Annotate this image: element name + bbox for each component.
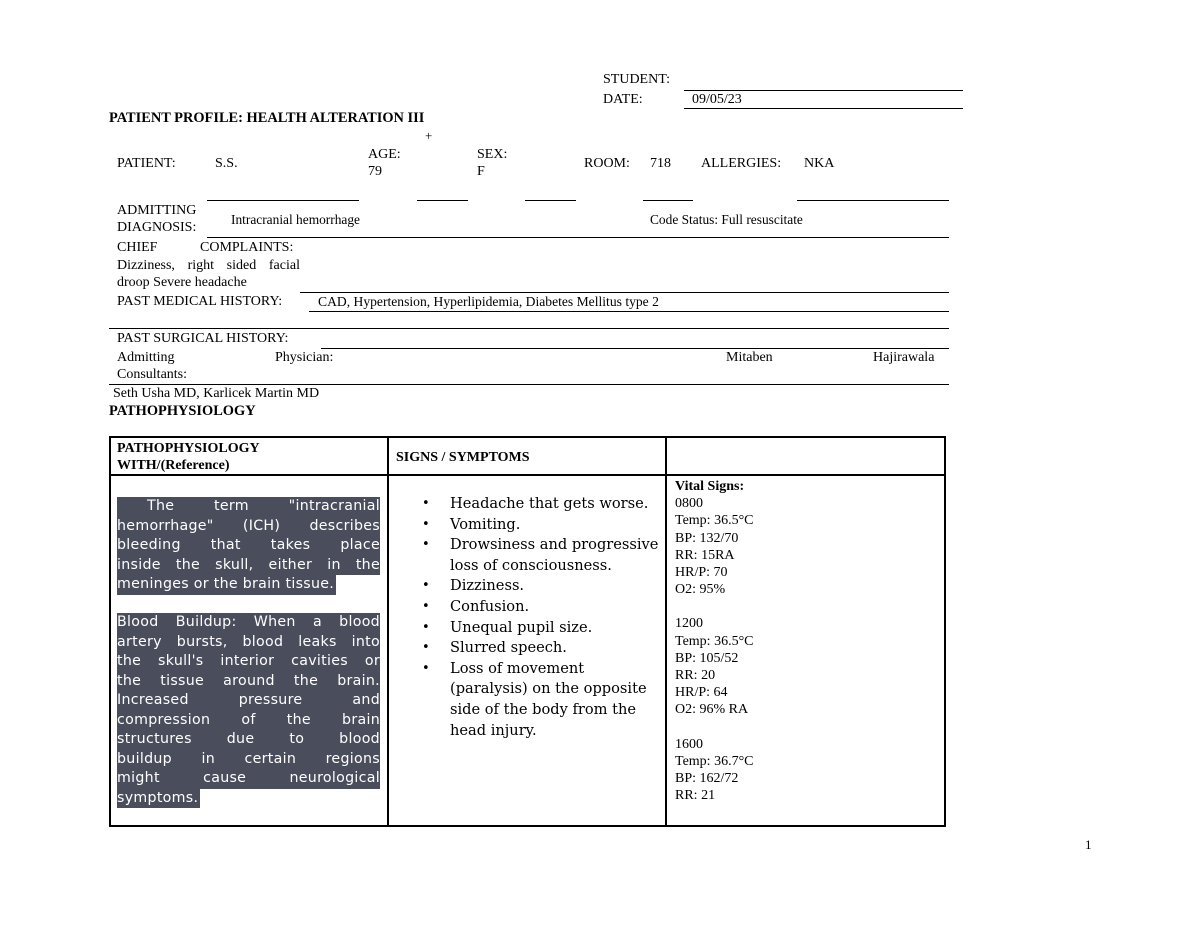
vitals-temp: Temp: 36.5°C (675, 513, 754, 529)
patho-line: meninges or the brain tissue. (117, 575, 336, 595)
vitals-bp: BP: 162/72 (675, 771, 739, 787)
code-status: Code Status: Full resuscitate (650, 212, 803, 227)
patho-line: bleeding that takes place (117, 536, 380, 556)
table-header-divider (109, 474, 946, 476)
vitals-rr: RR: 15RA (675, 547, 735, 563)
date-value: 09/05/23 (692, 92, 742, 107)
sex-value: F (477, 164, 485, 179)
vitals-o2: O2: 96% RA (675, 702, 749, 718)
age-value: 79 (368, 164, 382, 179)
patient-value: S.S. (215, 156, 238, 171)
patho-line: structures due to blood (117, 730, 380, 750)
vitals-hr: HR/P: 64 (675, 685, 728, 701)
patho-line: hemorrhage" (ICH) describes (117, 517, 380, 537)
pmh-underline (309, 311, 949, 312)
age-label: AGE: (368, 147, 401, 162)
date-label: DATE: (603, 92, 643, 107)
pmh-value: CAD, Hypertension, Hyperlipidemia, Diabetes Mellitus type 2 (318, 294, 659, 309)
symptom-item: • Dizziness. (420, 576, 660, 597)
col1-header-2: WITH/(Reference) (117, 458, 230, 473)
vitals-bp: BP: 132/70 (675, 530, 739, 546)
chief-underline (300, 292, 949, 293)
admitting-label-1: ADMITTING (117, 203, 197, 218)
vitals-title: Vital Signs: (675, 479, 745, 494)
psh-label: PAST SURGICAL HISTORY: (117, 331, 289, 346)
table-col-divider-1 (387, 436, 389, 827)
vitals-rr: RR: 20 (675, 668, 716, 684)
patho-line: might cause neurological (117, 769, 380, 789)
symptom-item: • Loss of movement (paralysis) on the opposite side of the body from the head injury. (420, 659, 660, 741)
patho-line: The term "intracranial (117, 497, 380, 517)
patho-line: inside the skull, either in the (117, 556, 380, 576)
consultants-value: Seth Usha MD, Karlicek Martin MD (113, 386, 320, 401)
col2-header: SIGNS / SYMPTOMS (396, 450, 530, 465)
patho-paragraph-2 (117, 613, 380, 808)
vitals-bp: BP: 105/52 (675, 650, 739, 666)
psh-underline (321, 348, 949, 349)
physician-label-1: Admitting (117, 350, 175, 365)
room-label: ROOM: (584, 156, 630, 171)
allergies-value: NKA (804, 156, 835, 171)
vitals-rr: RR: 21 (675, 788, 716, 804)
vitals-hr: HR/P: 70 (675, 565, 728, 581)
vitals-time: 0800 (675, 496, 703, 512)
complaints-label: COMPLAINTS: (200, 240, 294, 255)
student-label: STUDENT: (603, 72, 670, 87)
sex-underline (525, 200, 576, 201)
physician-name-1: Mitaben (726, 350, 773, 365)
symptom-item: • Headache that gets worse. (420, 494, 660, 515)
admitting-diagnosis: Intracranial hemorrhage (231, 212, 360, 227)
vitals-o2: O2: 95% (675, 582, 726, 598)
patho-line: symptoms. (117, 789, 200, 809)
symptom-item: • Confusion. (420, 597, 660, 618)
sex-label: SEX: (477, 147, 508, 162)
table-col-divider-2 (665, 436, 667, 827)
physician-name-2: Hajirawala (873, 350, 935, 365)
admitting-underline (207, 237, 949, 238)
admitting-label-2: DIAGNOSIS: (117, 220, 197, 235)
section-title: PATHOPHYSIOLOGY (109, 403, 256, 419)
symptoms-list (420, 494, 660, 741)
allergies-label: ALLERGIES: (701, 156, 782, 171)
room-underline (643, 200, 693, 201)
consultants-label: Consultants: (117, 367, 188, 382)
vitals-time: 1600 (675, 736, 703, 752)
symptom-item: • Drowsiness and progressive loss of consciousness. (420, 535, 660, 576)
student-underline (684, 90, 963, 91)
vitals-time: 1200 (675, 616, 703, 632)
patho-line: the tissue around the brain. (117, 672, 380, 692)
page-title: PATIENT PROFILE: HEALTH ALTERATION III (109, 110, 425, 126)
vital-signs (675, 478, 754, 804)
patient-underline (207, 200, 359, 201)
vitals-temp: Temp: 36.5°C (675, 633, 754, 649)
allergies-underline (797, 200, 949, 201)
pmh-blank-line (109, 328, 949, 329)
patho-line: the skull's interior cavities or (117, 652, 380, 672)
room-value: 718 (650, 156, 671, 171)
physician-label-2: Physician: (275, 350, 334, 365)
patho-line: buildup in certain regions (117, 750, 380, 770)
patho-line: Increased pressure and (117, 691, 380, 711)
patient-label: PATIENT: (117, 156, 176, 171)
patho-line: artery bursts, blood leaks into (117, 633, 380, 653)
page-number: 1 (1085, 837, 1092, 852)
symptom-item: • Unequal pupil size. (420, 618, 660, 639)
symptom-item: • Slurred speech. (420, 638, 660, 659)
physician-underline (109, 384, 949, 385)
vitals-temp: Temp: 36.7°C (675, 753, 754, 769)
patho-paragraph-1 (117, 497, 380, 595)
symptom-item: • Vomiting. (420, 515, 660, 536)
patho-line: compression of the brain (117, 711, 380, 731)
chief-line-2: droop Severe headache (117, 275, 247, 290)
plus-mark: + (425, 128, 433, 143)
patho-line: Blood Buildup: When a blood (117, 613, 380, 633)
pmh-label: PAST MEDICAL HISTORY: (117, 294, 283, 309)
col1-header-1: PATHOPHYSIOLOGY (117, 441, 260, 456)
chief-label: CHIEF (117, 240, 158, 255)
chief-line-1: Dizziness, right sided facial (117, 258, 300, 273)
date-underline (684, 108, 963, 109)
age-underline (417, 200, 468, 201)
